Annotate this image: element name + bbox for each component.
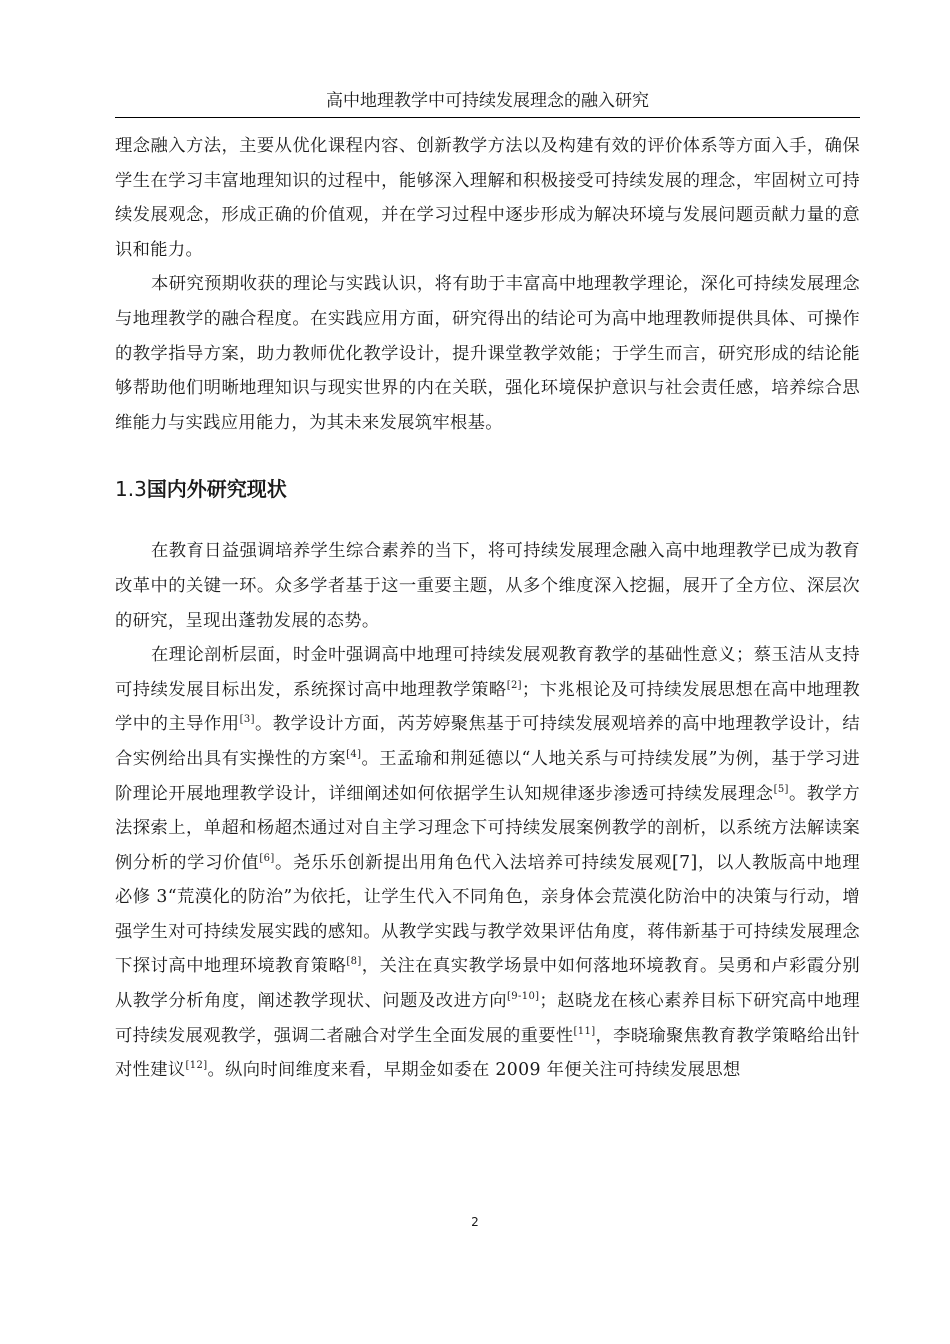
section-number: 1.3 (115, 477, 147, 502)
citation-ref: [11] (573, 1025, 596, 1037)
text-segment: ，关注在真实教学场景中如何落地环境教育。吴勇和卢彩霞分别从教学分析角度，阐述教学现状、问题及改进方向 (115, 956, 860, 1012)
citation-ref: [12] (185, 1060, 208, 1072)
text-segment: ；卞兆根论及可持续发展思想在高中地理教学中的主导作用 (115, 679, 861, 735)
paragraph-literature-review (115, 638, 860, 1088)
citation-ref: [5] (773, 783, 789, 795)
text-segment: 。教学设计方面，芮芳婷聚焦基于可持续发展观培养的高中地理教学设计，结合实例给出具有实操性的方案 (115, 714, 861, 769)
header-rule (115, 117, 860, 118)
citation-ref: [8] (346, 956, 362, 968)
running-header: 高中地理教学中可持续发展理念的融入研究 (326, 91, 649, 111)
paragraph-expected-outcomes: 本研究预期收获的理论与实践认识，将有助于丰富高中地理教学理论，深化可持续发展理念与地理教学的融合程度。在实践应用方面，研究得出的结论可为高中地理教师提供具体、可操作的教学指导方案，助力教师优化教学设计，提升课堂教学效能；于学生而言，研究形成的结论能够帮助他们明晰地理知识与现实世界的内在关联，强化环境保护意识与社会责任感，培养综合思维能力与实践应用能力，为其未来发展筑牢根基。 (115, 274, 860, 433)
paragraph-continued: 理念融入方法，主要从优化课程内容、创新教学方法以及构建有效的评价体系等方面入手，确保学生在学习丰富地理知识的过程中，能够深入理解和积极接受可持续发展的理念，牢固树立可持续发展观念，形成正确的价值观，并在学习过程中逐步形成为解决环境与发展问题贡献力量的意识和能力。 (115, 136, 860, 260)
section-heading (115, 474, 860, 504)
citation-ref: [4] (346, 748, 362, 760)
text-segment: ，李晓瑜聚焦教育教学策略给出针对性建议 (115, 1025, 860, 1081)
text-segment: 。教学方法探索上，单超和杨超杰通过对自主学习理念下可持续发展案例教学的剖析，以系统方法解读案例分析的学习价值 (115, 783, 860, 873)
page-number: 2 (471, 1215, 479, 1229)
text-segment: ；赵晓龙在核心素养目标下研究高中地理可持续发展观教学，强调二者融合对学生全面发展的重要性 (115, 991, 860, 1046)
text-segment: 。王孟瑜和荆延德以“人地关系与可持续发展”为例，基于学习进阶理论开展地理教学设计，详细阐述如何依据学生认知规律逐步渗透可持续发展理念 (115, 748, 860, 804)
citation-ref: [2] (506, 679, 522, 691)
citation-ref: [6] (259, 852, 275, 864)
page-body (115, 129, 860, 1088)
text-segment: 。尧乐乐创新提出用角色代入法培养可持续发展观[7]，以人教版高中地理必修 3“荒漠化的防治”为依托，让学生代入不同角色，亲身体会荒漠化防治中的决策与行动，增强学生对可持续发展实践的感知。从教学实践与教学效果评估角度，蒋伟新基于可持续发展理念下探讨高中地理环境教育策略 (115, 852, 860, 977)
citation-ref: [9-10] (507, 991, 540, 1003)
section-title: 国内外研究现状 (146, 477, 287, 502)
paragraph-research-overview: 在教育日益强调培养学生综合素养的当下，将可持续发展理念融入高中地理教学已成为教育改革中的关键一环。众多学者基于这一重要主题，从多个维度深入挖掘，展开了全方位、深层次的研究，呈现出蓬勃发展的态势。 (115, 541, 860, 631)
text-segment: 。纵向时间维度来看，早期金如委在 2009 年便关注可持续发展思想 (207, 1060, 741, 1081)
text-segment: 在理论剖析层面，时金叶强调高中地理可持续发展观教育教学的基础性意义；蔡玉洁从支持可持续发展目标出发，系统探讨高中地理教学策略 (115, 645, 860, 700)
citation-ref: [3] (239, 714, 255, 726)
